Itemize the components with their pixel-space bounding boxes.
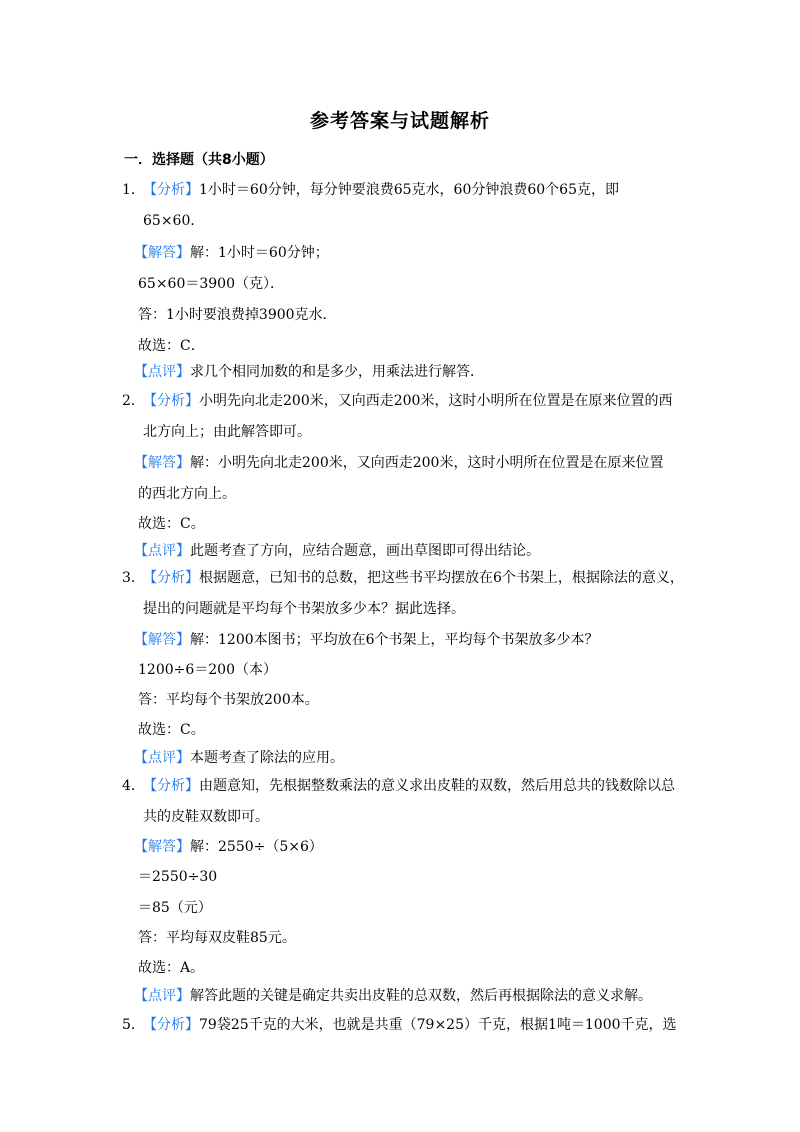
answer-tag: 【解答】 (134, 632, 190, 648)
question-number: 5． (122, 1017, 145, 1033)
q1-comment-line: 【点评】求几个相同加数的和是多少，用乘法进行解答． (134, 364, 484, 380)
analysis-tag: 【分析】 (143, 570, 199, 586)
q1-analysis-line-2: 65×60． (143, 213, 205, 229)
question-number: 1． (122, 182, 145, 198)
q2-analysis-line-2: 北方向上；由此解答即可。 (143, 424, 311, 440)
analysis-tag: 【分析】 (143, 182, 199, 198)
q4-line-2: ＝2550÷30 (138, 869, 218, 885)
q2-analysis-line: 【分析】小明先向北走200米，又向西走200米，这时小明所在位置是在原来位置的西 (143, 393, 673, 409)
q2-answer-line-2: 的西北方向上。 (138, 486, 236, 502)
q2-comment-line: 【点评】此题考查了方向，应结合题意，画出草图即可得出结论。 (134, 543, 540, 559)
answer-tag: 【解答】 (134, 455, 190, 471)
analysis-tag: 【分析】 (143, 393, 199, 409)
analysis-tag: 【分析】 (143, 1017, 199, 1033)
q3-analysis-line: 【分析】根据题意，已知书的总数，把这些书平均摆放在6个书架上，根据除法的意义， (143, 570, 684, 586)
question-number: 2． (122, 393, 145, 409)
q4-analysis-line: 【分析】由题意知，先根据整数乘法的意义求出皮鞋的双数，然后用总共的钱数除以总 (143, 778, 675, 794)
q4-line-4: 答：平均每双皮鞋85元。 (138, 930, 296, 946)
comment-tag: 【点评】 (134, 543, 190, 559)
q4-comment-line: 【点评】解答此题的关键是确定共卖出皮鞋的总双数，然后再根据除法的意义求解。 (134, 988, 652, 1004)
q1-line-3: 答：1小时要浪费掉3900克水． (138, 307, 337, 323)
q1-answer-line: 【解答】解：1小时＝60分钟； (134, 245, 329, 261)
q4-analysis-line-2: 共的皮鞋双数即可。 (143, 809, 269, 825)
q3-line-2: 1200÷6＝200（本） (138, 662, 277, 678)
q1-line-2: 65×60＝3900（克）． (138, 276, 284, 292)
answer-tag: 【解答】 (134, 245, 190, 261)
q4-answer-line: 【解答】解：2550÷（5×6） (134, 839, 323, 855)
q5-analysis-line: 【分析】79袋25千克的大米，也就是共重（79×25）千克，根据1吨＝1000千克，选 (143, 1017, 677, 1033)
q1-analysis-line: 【分析】1小时＝60分钟，每分钟要浪费65克水，60分钟浪费60个65克，即 (143, 182, 619, 198)
q4-line-5: 故选：A。 (138, 960, 205, 976)
q2-line-3: 故选：C。 (138, 516, 205, 532)
section-heading: 一．选择题（共8小题） (124, 152, 274, 168)
comment-tag: 【点评】 (134, 988, 190, 1004)
q1-line-4: 故选：C． (138, 338, 205, 354)
question-number: 3． (122, 570, 145, 586)
q3-analysis-line-2: 提出的问题就是平均每个书架放多少本？据此选择。 (143, 601, 465, 617)
answer-tag: 【解答】 (134, 839, 190, 855)
q3-answer-line: 【解答】解：1200本图书；平均放在6个书架上，平均每个书架放多少本？ (134, 632, 599, 648)
comment-tag: 【点评】 (134, 750, 190, 766)
q4-line-3: ＝85（元） (138, 900, 212, 916)
analysis-tag: 【分析】 (143, 778, 199, 794)
question-number: 4． (122, 778, 145, 794)
q3-line-3: 答：平均每个书架放200本。 (138, 692, 319, 708)
page-title: 参考答案与试题解析 (309, 110, 490, 132)
q2-answer-line: 【解答】解：小明先向北走200米，又向西走200米，这时小明所在位置是在原来位置 (134, 455, 664, 471)
comment-tag: 【点评】 (134, 364, 190, 380)
q3-comment-line: 【点评】本题考查了除法的应用。 (134, 750, 344, 766)
q3-line-4: 故选：C。 (138, 722, 205, 738)
